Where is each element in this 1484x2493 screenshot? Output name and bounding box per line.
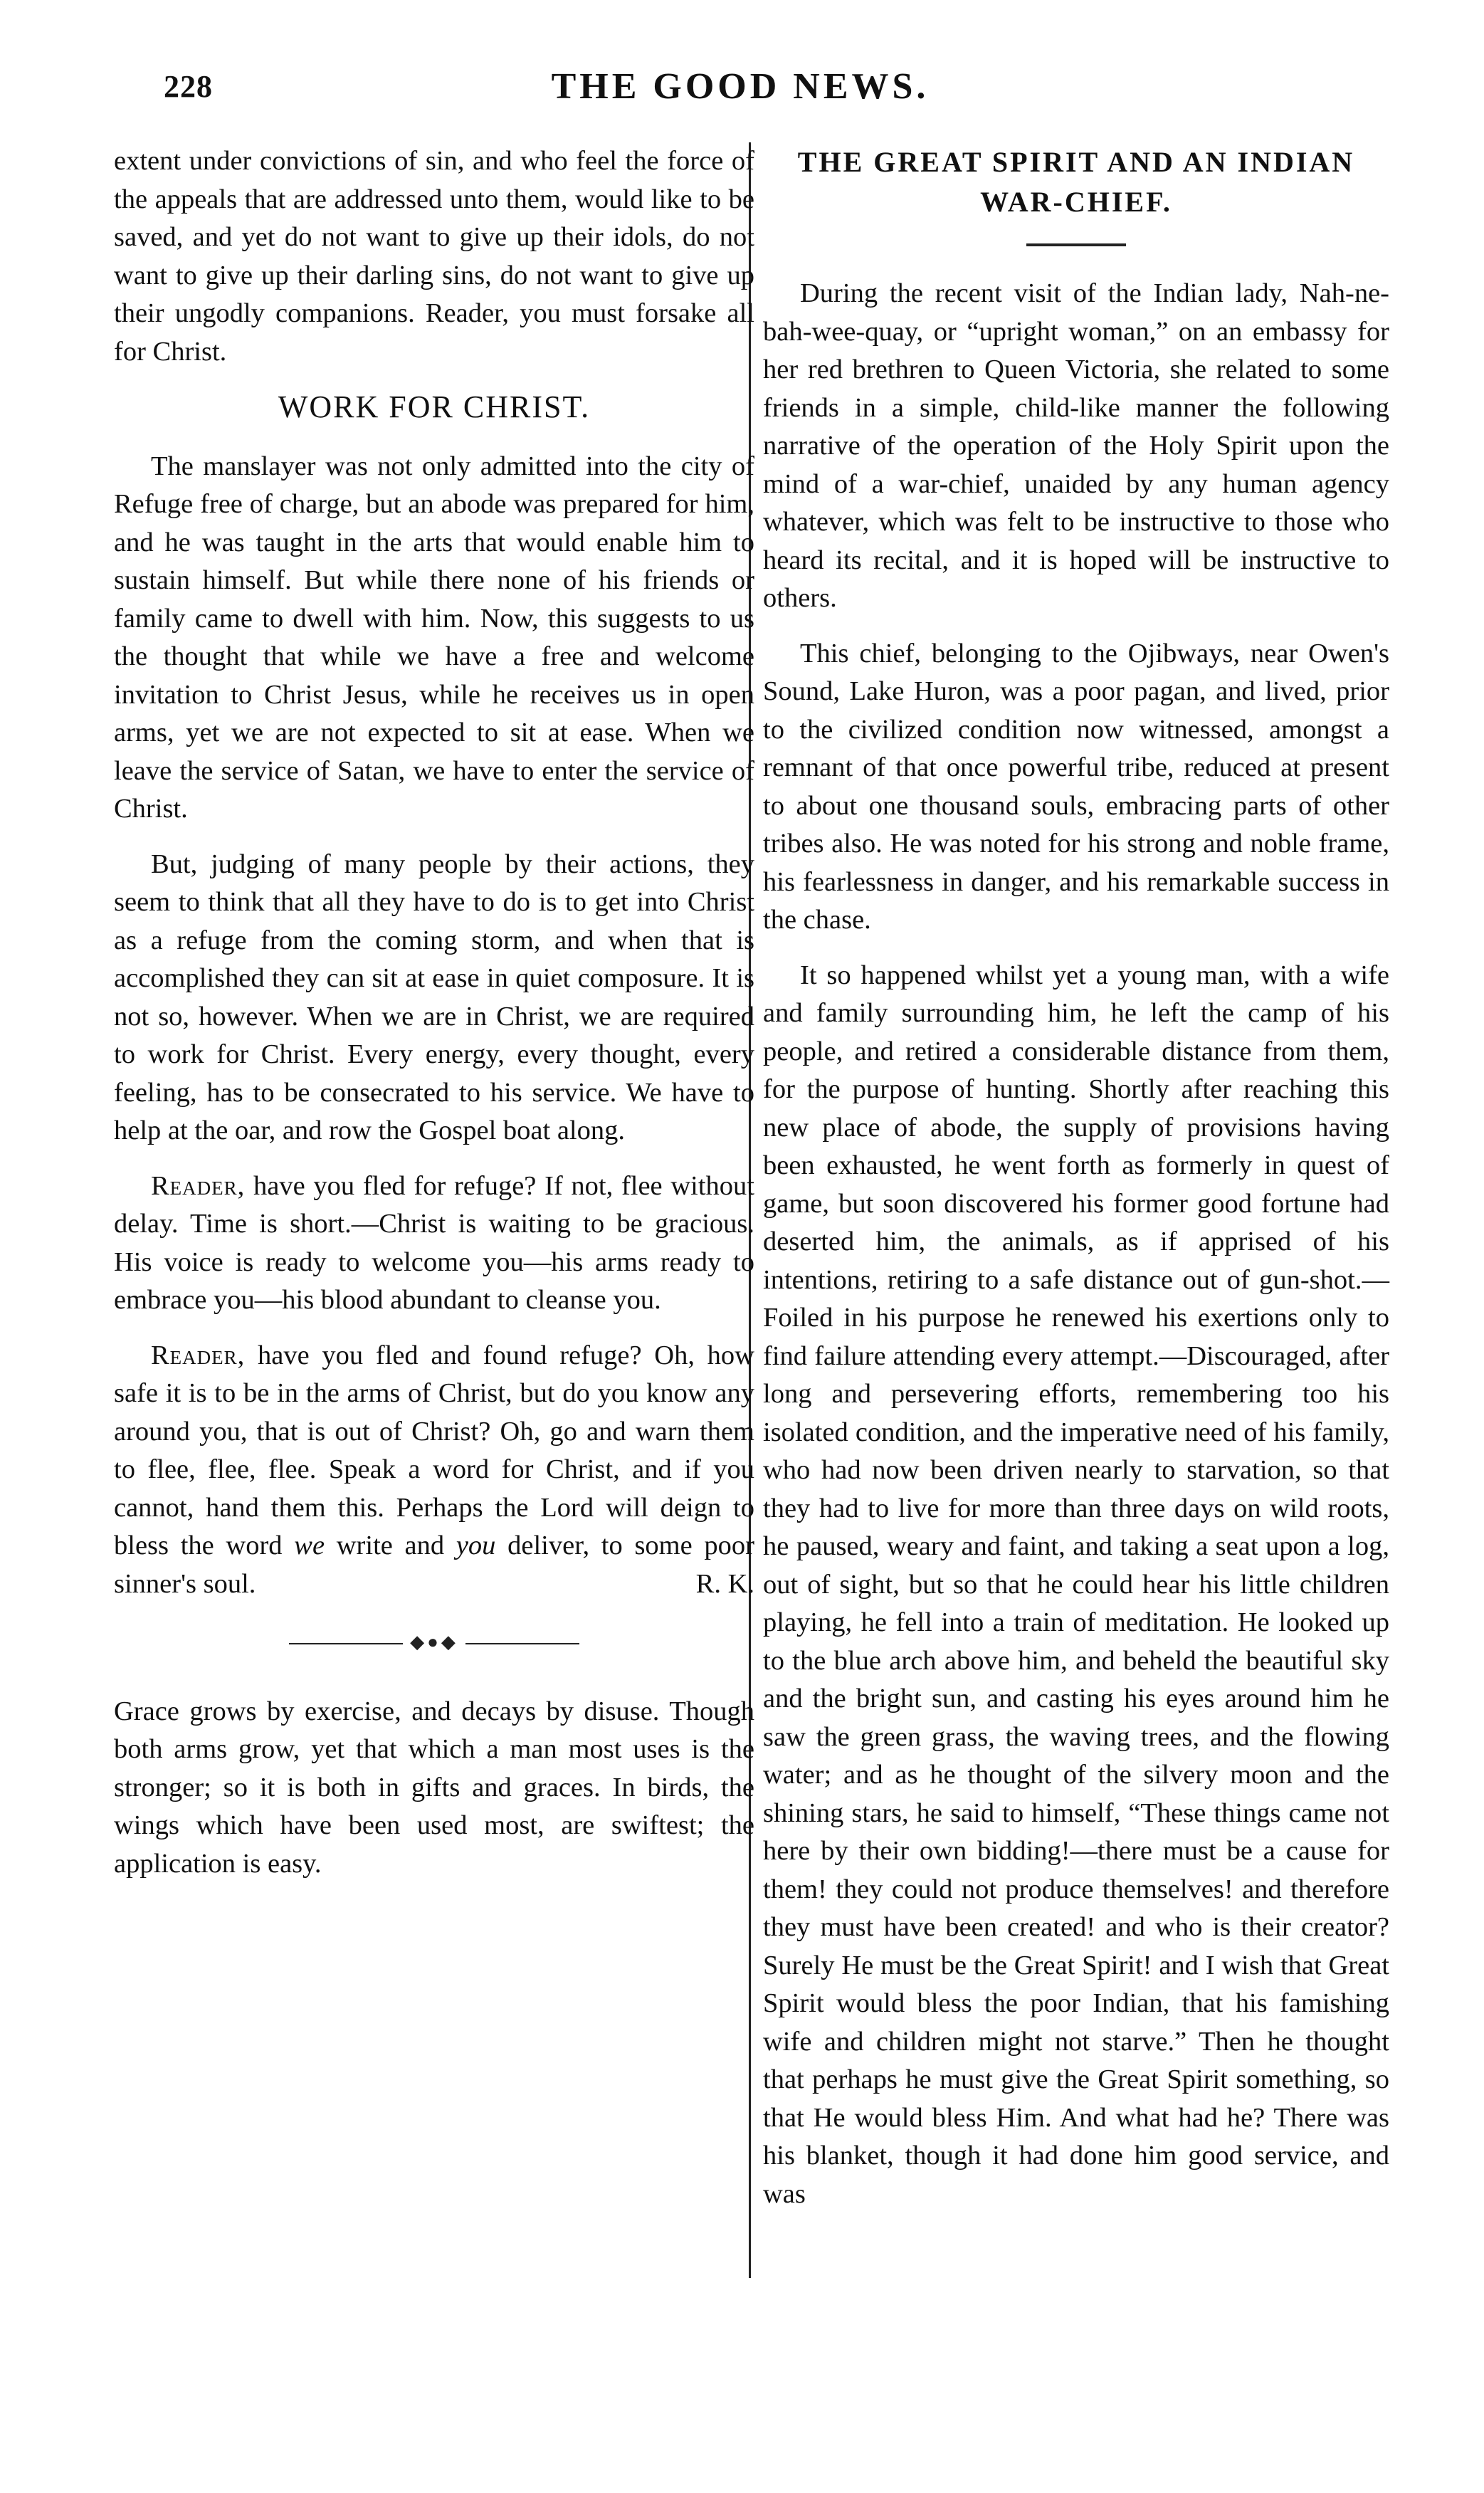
work-paragraph-4-text-c: deliver, to some poor sinner's soul. [114, 1531, 754, 1599]
left-column [114, 142, 754, 1900]
work-paragraph-1: The manslayer was not only admitted into the city of Refuge free of charge, but an abode was prepared for him, and he was taught in the arts that would enable him to sustain himself. But while there none of his friends or family came to dwell with him. Now, this suggests to us the thought that while we have a free and welcome invitation to Christ Jesus, while he receives us in open arms, yet we are not expected to sit at ease. When we leave the service of Satan, we have to enter the service of Christ. [114, 451, 754, 824]
work-paragraph-3 [114, 1167, 754, 1320]
article-title: THE GREAT SPIRIT AND AN INDIAN WAR-CHIEF. [797, 146, 1355, 218]
emphasis-you: you [456, 1531, 496, 1560]
article-paragraph-3: It so happened whilst yet a young man, with a wife and family surrounding him, he left the camp of his people, and retired a considerable distance from them, for the purpose of hunting. Shortly after reaching this new place of abode, the supply of provisions having been exhausted, he went forth as formerly in quest of game, but soon discovered his former good fortune had deserted him, the animals, as if apprised of his intentions, retiring to a safe distance out of gun-shot.—Foiled in his purpose he renewed his exertions only to find failure attending every attempt.—Discouraged, after long and persevering efforts, remembering too his isolated condition, and the imperative need of his family, who had now been driven nearly to starvation, so that they had to live for more than three days on wild roots, he paused, weary and faint, and taking a seat upon a log, out of sight, but so that he could hear his little children playing, he fell into a train of meditation. He looked up to the blue arch above him, and beheld the beautiful sky and the bright sun, and casting his eyes around him he saw the green grass, the waving trees, and the flowing water; and as he thought of the silvery moon and the shining stars, he said to himself, “These things came not here by their own bidding!—there must be a cause for them! they could not produce themselves! and therefore they must have been created! and who is their creator? Surely He must be the Great Spirit! and I wish that Great Spirit would bless the poor Indian, that his famishing wife and children might not starve.” Then he thought that perhaps he must give the Great Spirit something, so that He would bless Him. And what had he? There was his blanket, though it had done him good service, and was [763, 960, 1389, 2209]
work-paragraph-3-text: have you fled for refuge? If not, flee without delay. Time is short.—Christ is waiting to be gracious. His voice is ready to welcome you—his arms ready to embrace you—his blood abundant to cleanse you. [114, 1170, 754, 1315]
work-paragraph-4-text-b: write and [325, 1531, 456, 1560]
reader-lead: Reader, [151, 1340, 246, 1370]
emphasis-we: we [294, 1531, 325, 1560]
work-paragraph-4-text-a: have you fled and found refuge? Oh, how safe it is to be in the arms of Christ, but do you know any around you, that is out of Christ? Oh, go and warn them to flee, flee, flee. Speak a word for Christ, and if you cannot, hand them this. Perhaps the Lord will deign to bless the word [114, 1340, 754, 1560]
section-title: WORK FOR CHRIST. [278, 389, 591, 424]
title-rule [1026, 243, 1126, 246]
right-column [763, 142, 1389, 2230]
continuation-paragraph: extent under convictions of sin, and who feel the force of the appeals that are addressed unto them, would like to be saved, and yet do not want to give up their idols, do not want to give up their darling sins, do not want to give up their ungodly companions. Reader, you must forsake all for Christ. [114, 146, 754, 367]
article-paragraph-2: This chief, belonging to the Ojibways, near Owen's Sound, Lake Huron, was a poor pagan, and lived, prior to the civilized condition now witnessed, amongst a remnant of that once powerful tribe, reduced at present to about one thousand souls, embracing parts of other tribes also. He was noted for his strong and noble frame, his fearlessness in danger, and his remarkable success in the chase. [763, 638, 1389, 935]
ornament-glyph: ◆●◆ [410, 1632, 458, 1652]
article-paragraph-1: During the recent visit of the Indian lady, Nah-ne-bah-wee-quay, or “upright woman,” on an embassy for her red brethren to Queen Victoria, she related to some friends in a simple, child-like manner the following narrative of the operation of the Holy Spirit upon the mind of a war-chief, unaided by any human agency whatever, which was felt to be instructive to those who heard its recital, and it is hoped will be instructive to others. [763, 278, 1389, 613]
work-paragraph-4 [114, 1337, 754, 1604]
page-header [107, 68, 1374, 118]
ornament-divider [114, 1623, 754, 1662]
page-number: 228 [164, 69, 213, 104]
work-paragraph-2: But, judging of many people by their actions, they seem to think that all they have to do is to get into Christ as a refuge from the coming storm, and when that is accomplished they can sit at ease in quiet composure. It is not so, however. When we are in Christ, we are required to work for Christ. Every energy, every thought, every feeling, has to be consecrated to his service. We have to help at the oar, and row the Gospel boat along. [114, 849, 754, 1145]
journal-title: THE GOOD NEWS. [551, 66, 930, 107]
author-signature: R. K. [695, 1568, 754, 1599]
grace-paragraph: Grace grows by exercise, and decays by disuse. Though both arms grow, yet that which a man most uses is the stronger; so it is both in gifts and graces. In birds, the wings which have been used most, are swiftest; the application is easy. [114, 1696, 754, 1879]
reader-lead: Reader, [151, 1170, 246, 1201]
